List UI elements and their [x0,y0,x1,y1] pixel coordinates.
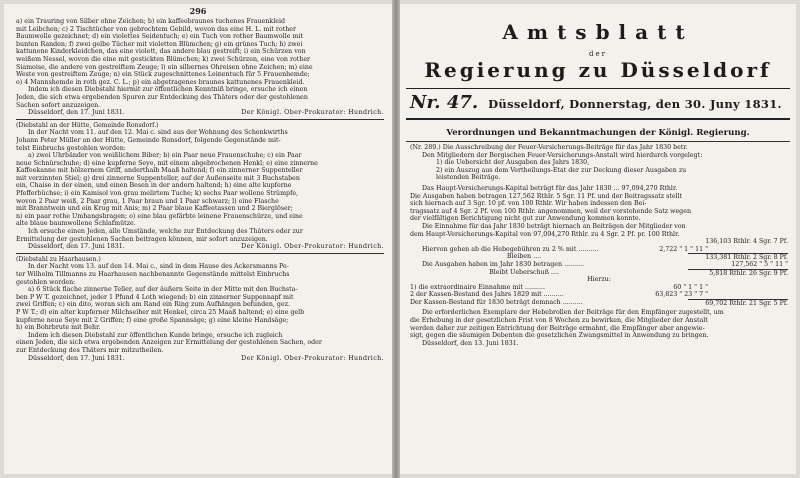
text-line: mit verzinnten Stiel; g) drei zinnerne Suppenteller, auf der Außenseite mit 3 Buchstaben [16,174,300,182]
text-line: a) zwei Uhrbänder von weißlichem Biber; b) ein Paar neue Frauenschuhe; c) ein Paar [28,152,302,160]
table-row [410,269,788,277]
page-number: 296 [189,6,207,16]
table-row [410,299,788,307]
text-line: weißem Nessel, wovon die eine mit gestickten Blümchen; k) zwei Schürzen, eine von rother [16,55,311,63]
row-amount-b [708,284,788,292]
row-label: Der Kassen-Bestand für 1830 beträgt demnach .......... [410,298,583,306]
text-line: kupferne neue Seye mit 2 Griffen; f) eine große Spannsäge; g) eine kleine Handsäge; [16,316,289,324]
text-line: Kaffeekanne mit hölzernem Griff, anderthalb Maaß haltend; f) ein zinnerner Suppenteller [16,167,303,175]
text-line: Pfefferbüchse; i) ein Kamisol von grau melirtem Tuche; k) sechs Paar wollene Strümpfe, [16,190,299,198]
text-line: Die erforderlichen Exemplare der Hebebrollen der Beiträge für den Empfänger zugestellt, um [422,309,724,317]
text-line: Siamoise, die andere von gestreiftem Zeuge; l) ein silbernes Ohreisen ohne Zeichen; m) eine [16,63,313,71]
text-line: Die Ausgaben haben betragen 127,562 Rthlr. 5 Sgr. 11 Pf. und der Beitragssatz stellt [410,192,683,200]
text-line: Indem ich diesen Diebstahl hiermit zur öffentlichen Kenntniß bringe, ersuche ich einen [28,86,308,94]
signature-place-date: Düsseldorf, den 17. Juni 1831. [28,109,125,117]
account-table-2 [410,284,788,307]
text-line: sich hiernach auf 3 Sgr. 10 pf. von 100 Rthlr. Wir haben indessen den Bei- [410,200,647,208]
masthead-article: der [589,50,607,58]
notice-2-items [16,129,384,228]
signature-name: Der Königl. Ober-Prokurator: Hundrich. [241,109,384,117]
row-amount-a: 2,722 " 1 " 11 " [659,245,708,253]
notice-2-heading: (Diebstahl an der Hütte, Gemeinde Ronsdorf.) [16,121,159,129]
row-amount-a [638,253,688,261]
table-row [410,253,788,261]
account-table-1 [410,238,788,276]
closing-signature: Düsseldorf, den 13. Juni 1831. [422,339,519,347]
text-line: a) 6 Stück flache zinnerne Teller, auf der äußern Seite in der Mitte mit den Buchsta- [28,286,298,294]
text-line: tragssatz auf 4 Sgr. 2 Pf. von 100 Rthlr. angenommen, weil der vorstehende Satz wegen [410,207,691,215]
text-line: n) ein paar rothe Umhangsbragen; o) eine blau gefärbte leinene Frauenschürze, und eine [16,212,303,220]
text-line: leistenden Beiträge. [436,174,501,182]
text-line: bunten Randen; f) zwei gelbe Tücher mit violetten Blümchen; g) ein grünes Tuch; h) zwei [16,40,303,48]
row-label: Hiervon gehen ab die Hebegebühren zu 2 % mit .......... [422,245,599,253]
left-text-column [16,18,384,362]
notice-3-signature [16,355,384,363]
notice-heading: (Nr. 289.) Die Ausschreibung der Feuer-Versicherungs-Beiträge für das Jahr 1830 betr. [410,144,688,151]
notice-1-request [16,86,384,109]
text-line: werden daher zur zeitigen Entrichtung der Beiträge ermahnt, die Empfänger aber angewie- [410,324,705,332]
notice-3-request [16,332,384,355]
text-line: Baumwolle gezeichnet; d) ein violettes Seidentuch; e) ein Tuch von rother Baumwolle mit [16,33,303,41]
section-rule [406,141,790,142]
text-line: Den Mitgliedern der Bergischen Feuer-Versicherungs-Anstalt wird hierdurch vorgelegt: [422,151,703,159]
text-line: ben P W T. gezeichnet, jeder 1 Pfund 4 Loth wiegend; b) ein zinnerner Suppennapf mit [16,293,294,301]
row-amount-a [638,269,688,277]
text-line: der vielfältigen Berichtigung nicht gut zur Anwendung kommen konnte. [410,215,641,223]
text-line: kattunene Kinderkleidchen, das eine violett, das andere blau gestreift; i) ein Schürzen von [16,48,306,56]
text-line: P W T.; d) ein alter kupferner Milchseiher mit Henkel, circa 25 Maaß haltend; e) eine gelb [16,308,305,316]
divider [16,253,384,254]
row-amount-a [638,238,688,246]
text-line: Ich ersuche einen Jeden, alle Umstände, welche zur Entdeckung des Thäters oder zur [28,228,303,236]
row-label: 1) die extraordinaire Einnahme mit .......... [410,283,545,291]
issue-number: Nr. 47. [410,92,479,113]
row-amount-b: 127,562 " 5 " 11 " [731,260,788,268]
text-line: Ermittelung der gestohlenen Sachen beitragen können, mir sofort anzuzeigen. [16,235,268,243]
signature-name: Der Königl. Ober-Prokurator: Hundrich. [241,354,384,362]
signature-place-date: Düsseldorf, den 17. Juni 1831. [28,354,125,362]
text-line: die Erhebung in der gesetzlichen Frist von 8 Wochen zu bewirken, die Mitglieder der Anstalt [410,317,708,325]
row-label: Bleibt Ueberschuß .... [489,268,559,276]
text-line: wovon 2 Paar weiß, 2 Paar grau, 1 Paar braun und 1 Paar schwarz; l) eine Flasche [16,197,279,205]
text-line: In der Nacht vom 11. auf den 12. Mai c. sind aus der Wohnung des Schenkwirths [28,129,288,137]
table-row [410,246,788,254]
notice-3-items [16,263,384,331]
row-amount-a: 60 " 1 " 1 " [673,283,708,291]
hierzu-label: Hierzu: [587,276,611,284]
row-amount-a [638,261,688,269]
masthead-subtitle: Regierung zu Düsseldorf [424,58,772,82]
table-row [410,284,788,292]
section-title: Verordnungen und Bekanntmachungen der Königl. Regierung. [446,128,750,138]
row-amount-b [708,291,788,299]
text-line: Indem ich diesen Diebstahl zur öffentlichen Kunde bringe, ersuche ich zugleich [28,331,283,339]
table-row [410,291,788,299]
row-amount-b [708,246,788,254]
table-row [410,238,788,246]
signature-name: Der Königl. Ober-Prokurator: Hundrich. [241,243,384,251]
row-label: Bleiben .... [506,253,542,261]
text-line: a) ein Trauring von Silber ohne Zeichen; b) ein kaffeebraunes tuchenes Frauenkleid [16,18,286,25]
row-label: 2 der Kassen-Bestand des Jahrs 1829 mit .......... [410,291,564,299]
text-line: mit Branntwein und ein Krug mit Anis; m) 2 Paar blaue Kaffeetassen und 2 Bierglöser; [16,205,293,213]
row-amount-b: 133,381 Rthlr. 2 Sgr. 8 Pf. [688,253,788,261]
text-line: 1) die Uebersicht der Ausgaben des Jahrs 1830, [436,159,590,167]
text-line: Johann Peter Müller an der Hütte, Gemeinde Ronsdorf, folgende Gegenstände mit- [16,136,281,144]
text-line: Jeden, die sich etwa ergebenden Spuren zur Entdeckung des Thäters oder der gestohlenen [16,93,308,101]
row-amount-a [638,299,688,307]
issue-rule-bottom [406,118,790,120]
text-line: Die Einnahme für das Jahr 1830 beträgt hiernach an Beiträgen der Mitglieder von [422,222,686,230]
text-line: o) 4 Mannshemde in roth gez. C. L.; p) ein abgetragenes braunes kattunenes Frauenkleid. [16,78,305,86]
text-line: In der Nacht vom 13. auf den 14. Mai c., sind in dem Hause des Ackersmanns Pe- [28,263,289,271]
text-line: zwei Griffen; c) ein dito, woran sich am Rand ein Ring zum Aufhängen befunden, gez. [16,301,291,309]
text-line: sigt, gegen die säumigen Debenten die gesetzlichen Zwangsmittel in Anwendung zu bringen. [410,332,709,340]
book-gutter [392,0,400,478]
notice-1-signature [16,109,384,117]
text-line: einen Jeden, die sich etwa ergebenden Anzeigen zur Ermittelung der gestohlenen Sachen, oder [16,339,322,347]
text-line: mit Leibchen; c) 2 Tischtücher von gebrochtem Gebild, wovon das eine H. L. mit rother [16,25,296,33]
text-line: zur Entdeckung des Thäters mir mitzutheilen. [16,346,164,354]
masthead-title: Amtsblatt [502,20,694,44]
notice-3-heading: (Diebstahl zu Haarhausen.) [16,255,101,263]
table-row [410,261,788,269]
row-label [410,238,638,246]
row-amount-b: 136,103 Rthlr. 4 Sgr. 7 Pf. [705,238,788,246]
text-line: ter Wilhelm Tillmanns zu Haarhausen nachbenannte Gegenstände mittelst Einbruchs [16,271,290,278]
text-line: Das Haupt-Versicherungs-Kapital beträgt für das Jahr 1830 ... 97,094,270 Rthlr. [422,184,678,192]
row-amount-b: 5,818 Rthlr. 26 Sgr. 9 Pf. [688,269,788,277]
text-line: h) ein Bohrbrute mit Behr. [16,324,101,332]
issue-line [410,92,790,113]
notice-2-request [16,228,384,243]
text-line: telst Einbruchs gestohlen worden: [16,144,126,152]
text-line: Weste von gestreiftem Zeuge; n) ein Stück zugeschnittenes Leinentuch für 5 Frauenhemde; [16,71,310,79]
row-amount-a: 63,823 " 23 " 7 " [655,291,708,299]
issue-date: Düsseldorf, Donnerstag, den 30. Juny 1831. [488,97,782,111]
text-line: ein, Chaise in der einen, und einen Besen in der andern haltend; h) eine alte kupferne [16,182,292,190]
text-line: dem Haupt-Versicherungs-Kapital von 97,094,270 Rthlr. zu 4 Sgr. 2 Pf. pr. 100 Rthlr. [410,230,680,238]
divider [16,119,384,120]
text-line: 2) ein Auszug aus dem Vertheilungs-Etat der zur Deckung dieser Ausgaben zu [436,166,687,174]
notice-2-signature [16,243,384,251]
text-line: gestohlen worden: [16,278,76,286]
text-line: alte blaue baumwollene Schlafmütze. [16,220,136,228]
right-page [400,4,796,474]
text-line: neue Schnürschuhe; d) eine kupferne Seye, mit einem abgebrochenen Henkl; e) eine zinnerne [16,159,318,167]
row-amount-b: 69,702 Rthlr. 21 Sgr. 5 Pf. [688,299,788,307]
right-text-column [410,144,788,347]
row-label: Die Ausgaben haben im Jahr 1830 betragen .......... [422,260,585,268]
left-page [4,4,392,474]
signature-place-date: Düsseldorf, den 17. Juni 1831. [28,243,125,251]
issue-rule-top [406,88,790,89]
text-line: Sachen sofort anzuzeigen. [16,101,101,109]
notice-1-items [16,18,384,86]
